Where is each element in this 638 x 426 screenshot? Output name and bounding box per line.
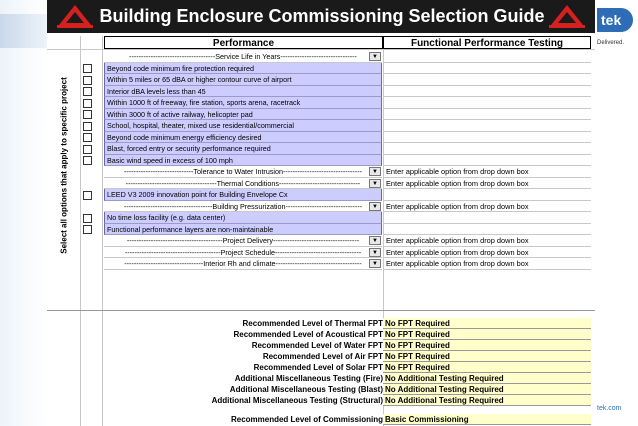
fpt-cell: Enter applicable option from drop down box bbox=[383, 178, 591, 190]
option-checkbox[interactable] bbox=[83, 87, 92, 96]
fpt-cell bbox=[383, 132, 591, 144]
performance-option-label: Functional performance layers are non-maintainable bbox=[104, 224, 382, 236]
result-label: Recommended Level of Water FPT bbox=[251, 341, 383, 350]
performance-option-label: Blast, forced entry or security performance required bbox=[104, 143, 382, 155]
commissioning-label: Recommended Level of Commissioning bbox=[230, 415, 383, 424]
grid-line bbox=[47, 310, 595, 311]
table-row bbox=[104, 109, 591, 121]
grid-line bbox=[80, 36, 81, 426]
right-background bbox=[595, 0, 638, 426]
result-label: Recommended Level of Thermal FPT bbox=[242, 319, 383, 328]
result-value: No Additional Testing Required bbox=[383, 384, 591, 395]
table-row bbox=[104, 178, 591, 190]
dropdown-arrow-icon[interactable]: ▼ bbox=[369, 52, 381, 61]
performance-dropdown-cell[interactable]: ----------------------------------------Project Delivery------------------------------------ bbox=[104, 235, 382, 247]
dropdown-arrow-icon[interactable]: ▼ bbox=[369, 259, 381, 268]
performance-dropdown-cell[interactable]: -------------------------------------Building Pressurization-------------------------------- bbox=[104, 201, 382, 213]
side-label bbox=[53, 50, 75, 280]
fpt-cell: Enter applicable option from drop down box bbox=[383, 247, 591, 259]
table-row bbox=[104, 86, 591, 98]
fpt-cell: Enter applicable option from drop down box bbox=[383, 258, 591, 270]
triangle-logo-left-icon bbox=[55, 3, 95, 31]
dropdown-arrow-icon[interactable]: ▼ bbox=[369, 236, 381, 245]
table-row bbox=[104, 224, 591, 236]
performance-option-label: No time loss facility (e.g. data center) bbox=[104, 212, 382, 224]
left-blue-band bbox=[0, 14, 47, 48]
table-row bbox=[104, 132, 591, 144]
result-label: Additional Miscellaneous Testing (Blast) bbox=[229, 385, 383, 394]
dropdown-arrow-icon[interactable]: ▼ bbox=[369, 167, 381, 176]
performance-option-label: Beyond code minimum energy efficiency desired bbox=[104, 132, 382, 144]
performance-option-label: LEED V3 2009 innovation point for Building Envelope Cx bbox=[104, 189, 382, 201]
option-checkbox[interactable] bbox=[83, 64, 92, 73]
result-value: No FPT Required bbox=[383, 340, 591, 351]
fpt-cell bbox=[383, 74, 591, 86]
performance-option-label: School, hospital, theater, mixed use residential/commercial bbox=[104, 120, 382, 132]
performance-option-label: Beyond code minimum fire protection required bbox=[104, 63, 382, 75]
fpt-cell bbox=[383, 63, 591, 75]
performance-dropdown-cell[interactable]: ----------------------------------------Project Schedule------------------------------------ bbox=[104, 247, 382, 259]
fpt-cell bbox=[383, 212, 591, 224]
table-row bbox=[104, 166, 591, 178]
column-header-performance: Performance bbox=[104, 36, 383, 49]
performance-option-label: Within 5 miles or 65 dBA or higher contour curve of airport bbox=[104, 74, 382, 86]
table-row bbox=[104, 51, 591, 63]
table-row bbox=[104, 212, 591, 224]
result-label: Recommended Level of Air FPT bbox=[262, 352, 383, 361]
dropdown-arrow-icon[interactable]: ▼ bbox=[369, 248, 381, 257]
option-checkbox[interactable] bbox=[83, 191, 92, 200]
brand-logo: tek bbox=[597, 8, 633, 32]
option-checkbox[interactable] bbox=[83, 133, 92, 142]
grid-line bbox=[102, 36, 103, 426]
table-row bbox=[104, 155, 591, 167]
table-row bbox=[104, 247, 591, 259]
fpt-cell bbox=[383, 97, 591, 109]
option-checkbox[interactable] bbox=[83, 99, 92, 108]
result-label: Additional Miscellaneous Testing (Structural) bbox=[211, 396, 383, 405]
brand-web: tek.com bbox=[597, 405, 622, 412]
fpt-cell bbox=[383, 143, 591, 155]
triangle-logo-right-icon bbox=[547, 3, 587, 31]
page-title: Building Enclosure Commissioning Selection Guide bbox=[99, 6, 545, 26]
performance-option-label: Within 1000 ft of freeway, fire station, sports arena, racetrack bbox=[104, 97, 382, 109]
performance-dropdown-cell[interactable]: ------------------------------------Service Life in Years-------------------------------- bbox=[104, 51, 382, 63]
option-checkbox[interactable] bbox=[83, 122, 92, 131]
fpt-cell bbox=[383, 189, 591, 201]
dropdown-arrow-icon[interactable]: ▼ bbox=[369, 202, 381, 211]
fpt-cell bbox=[383, 120, 591, 132]
option-checkbox[interactable] bbox=[83, 145, 92, 154]
fpt-cell bbox=[383, 109, 591, 121]
result-value: No FPT Required bbox=[383, 351, 591, 362]
performance-option-label: Interior dBA levels less than 45 bbox=[104, 86, 382, 98]
option-checkbox[interactable] bbox=[83, 156, 92, 165]
option-checkbox[interactable] bbox=[83, 225, 92, 234]
fpt-cell bbox=[383, 51, 591, 63]
commissioning-value: Basic Commissioning bbox=[383, 414, 591, 425]
fpt-cell bbox=[383, 155, 591, 167]
result-value: No FPT Required bbox=[383, 329, 591, 340]
performance-dropdown-cell[interactable]: --------------------------------------Thermal Conditions---------------------------------- bbox=[104, 178, 382, 190]
brand-tagline: Delivered. bbox=[597, 40, 625, 46]
table-row bbox=[104, 63, 591, 75]
fpt-cell: Enter applicable option from drop down box bbox=[383, 166, 591, 178]
left-background bbox=[0, 0, 47, 426]
option-checkbox[interactable] bbox=[83, 76, 92, 85]
table-row bbox=[104, 120, 591, 132]
table-row bbox=[104, 201, 591, 213]
result-value: No Additional Testing Required bbox=[383, 373, 591, 384]
title-bar bbox=[47, 0, 595, 33]
table-row bbox=[104, 189, 591, 201]
result-label: Recommended Level of Acoustical FPT bbox=[233, 330, 383, 339]
table-row bbox=[104, 235, 591, 247]
column-header-fpt: Functional Performance Testing bbox=[383, 36, 591, 49]
performance-dropdown-cell[interactable]: -----------------------------Tolerance to Water Intrusion--------------------------------- bbox=[104, 166, 382, 178]
fpt-cell: Enter applicable option from drop down box bbox=[383, 201, 591, 213]
fpt-cell bbox=[383, 224, 591, 236]
table-row bbox=[104, 143, 591, 155]
result-label: Additional Miscellaneous Testing (Fire) bbox=[234, 374, 383, 383]
table-row bbox=[104, 74, 591, 86]
table-row bbox=[104, 97, 591, 109]
performance-option-label: Within 3000 ft of active railway, helicopter pad bbox=[104, 109, 382, 121]
dropdown-arrow-icon[interactable]: ▼ bbox=[369, 179, 381, 188]
option-checkbox[interactable] bbox=[83, 110, 92, 119]
fpt-cell: Enter applicable option from drop down box bbox=[383, 235, 591, 247]
result-value: No FPT Required bbox=[383, 362, 591, 373]
result-value: No Additional Testing Required bbox=[383, 395, 591, 406]
performance-dropdown-cell[interactable]: ---------------------------------Interior Rh and climate------------------------------------ bbox=[104, 258, 382, 270]
result-label: Recommended Level of Solar FPT bbox=[253, 363, 383, 372]
performance-option-label: Basic wind speed in excess of 100 mph bbox=[104, 155, 382, 167]
result-value: No FPT Required bbox=[383, 318, 591, 329]
side-label-text: Select all options that apply to specific project bbox=[59, 76, 69, 254]
option-checkbox[interactable] bbox=[83, 214, 92, 223]
table-row bbox=[104, 258, 591, 270]
fpt-cell bbox=[383, 86, 591, 98]
